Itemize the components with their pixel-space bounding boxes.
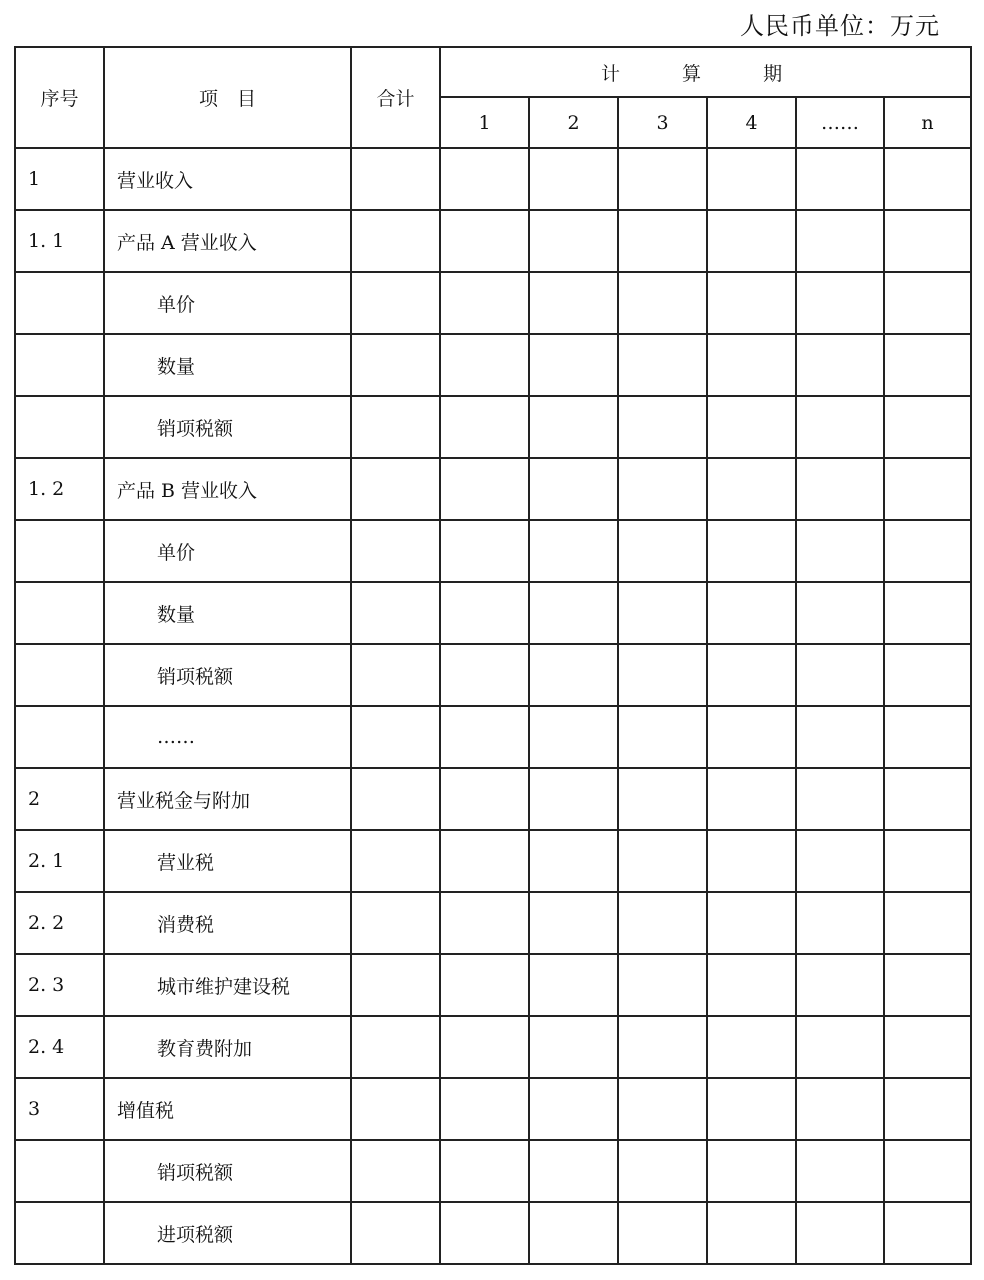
row-seq: 2. 2 xyxy=(15,892,104,954)
table-row xyxy=(15,706,971,768)
row-period-cell xyxy=(618,1202,707,1264)
table-row xyxy=(15,1078,971,1140)
row-period-cell xyxy=(884,272,971,334)
table-body xyxy=(15,148,971,1264)
row-period-cell xyxy=(884,954,971,1016)
row-period-cell xyxy=(884,892,971,954)
row-period-cell xyxy=(440,520,529,582)
row-period-cell xyxy=(796,520,884,582)
row-period-cell xyxy=(529,458,618,520)
row-item: 销项税额 xyxy=(104,644,351,706)
table-row xyxy=(15,458,971,520)
row-period-cell xyxy=(618,1140,707,1202)
table-row xyxy=(15,644,971,706)
row-period-cell xyxy=(796,1140,884,1202)
row-seq: 2. 1 xyxy=(15,830,104,892)
header-period: …… xyxy=(796,97,884,148)
row-seq: 1. 2 xyxy=(15,458,104,520)
row-period-cell xyxy=(884,520,971,582)
row-period-cell xyxy=(884,582,971,644)
row-period-cell xyxy=(618,954,707,1016)
table-row xyxy=(15,768,971,830)
header-period: 3 xyxy=(618,97,707,148)
table-row xyxy=(15,892,971,954)
row-item: 单价 xyxy=(104,272,351,334)
row-period-cell xyxy=(529,210,618,272)
row-period-cell xyxy=(440,644,529,706)
row-item: 营业收入 xyxy=(104,148,351,210)
row-period-cell xyxy=(440,830,529,892)
row-item: 营业税 xyxy=(104,830,351,892)
row-period-cell xyxy=(529,644,618,706)
row-seq: 2. 4 xyxy=(15,1016,104,1078)
row-period-cell xyxy=(440,458,529,520)
header-period: 1 xyxy=(440,97,529,148)
row-period-cell xyxy=(884,1202,971,1264)
header-period: n xyxy=(884,97,971,148)
row-item: 进项税额 xyxy=(104,1202,351,1264)
row-period-cell xyxy=(707,768,796,830)
row-period-cell xyxy=(440,768,529,830)
row-total-cell xyxy=(351,954,440,1016)
row-total-cell xyxy=(351,1140,440,1202)
row-period-cell xyxy=(707,706,796,768)
row-period-cell xyxy=(884,644,971,706)
row-period-cell xyxy=(440,396,529,458)
row-period-cell xyxy=(618,148,707,210)
row-period-cell xyxy=(796,954,884,1016)
header-period-group: 计 算 期 xyxy=(440,47,971,97)
row-period-cell xyxy=(529,892,618,954)
row-total-cell xyxy=(351,768,440,830)
header-item: 项 目 xyxy=(104,47,351,148)
row-period-cell xyxy=(796,892,884,954)
row-period-cell xyxy=(796,706,884,768)
row-seq xyxy=(15,1140,104,1202)
row-total-cell xyxy=(351,334,440,396)
table-row xyxy=(15,1202,971,1264)
row-period-cell xyxy=(707,644,796,706)
table-row xyxy=(15,396,971,458)
revenue-tax-table xyxy=(14,46,972,1265)
row-seq: 1 xyxy=(15,148,104,210)
row-period-cell xyxy=(618,396,707,458)
row-period-cell xyxy=(529,1140,618,1202)
row-total-cell xyxy=(351,210,440,272)
row-period-cell xyxy=(618,272,707,334)
row-period-cell xyxy=(529,520,618,582)
row-period-cell xyxy=(618,582,707,644)
row-period-cell xyxy=(529,830,618,892)
row-period-cell xyxy=(529,768,618,830)
row-seq xyxy=(15,334,104,396)
row-period-cell xyxy=(618,644,707,706)
row-period-cell xyxy=(884,458,971,520)
table-row xyxy=(15,582,971,644)
row-total-cell xyxy=(351,644,440,706)
row-period-cell xyxy=(796,644,884,706)
row-total-cell xyxy=(351,706,440,768)
row-period-cell xyxy=(884,148,971,210)
row-period-cell xyxy=(707,954,796,1016)
table-row xyxy=(15,334,971,396)
row-period-cell xyxy=(440,1140,529,1202)
row-period-cell xyxy=(440,706,529,768)
row-period-cell xyxy=(529,272,618,334)
row-period-cell xyxy=(618,458,707,520)
table-row xyxy=(15,210,971,272)
row-period-cell xyxy=(707,892,796,954)
row-total-cell xyxy=(351,396,440,458)
row-period-cell xyxy=(529,148,618,210)
row-period-cell xyxy=(796,458,884,520)
row-period-cell xyxy=(884,1078,971,1140)
row-period-cell xyxy=(529,1016,618,1078)
row-period-cell xyxy=(796,1202,884,1264)
header-seq: 序号 xyxy=(15,47,104,148)
row-total-cell xyxy=(351,582,440,644)
table-row xyxy=(15,830,971,892)
row-item: 数量 xyxy=(104,334,351,396)
row-seq xyxy=(15,1202,104,1264)
row-period-cell xyxy=(529,954,618,1016)
row-period-cell xyxy=(618,892,707,954)
row-seq xyxy=(15,396,104,458)
row-period-cell xyxy=(440,334,529,396)
row-period-cell xyxy=(884,1016,971,1078)
row-period-cell xyxy=(529,582,618,644)
row-period-cell xyxy=(707,458,796,520)
row-period-cell xyxy=(440,1078,529,1140)
row-total-cell xyxy=(351,272,440,334)
row-period-cell xyxy=(796,272,884,334)
row-total-cell xyxy=(351,458,440,520)
row-item: 营业税金与附加 xyxy=(104,768,351,830)
row-period-cell xyxy=(707,830,796,892)
row-total-cell xyxy=(351,148,440,210)
row-item: …… xyxy=(104,706,351,768)
row-period-cell xyxy=(440,954,529,1016)
row-item: 增值税 xyxy=(104,1078,351,1140)
row-item: 销项税额 xyxy=(104,396,351,458)
table-row xyxy=(15,272,971,334)
row-period-cell xyxy=(618,768,707,830)
table-row xyxy=(15,954,971,1016)
row-period-cell xyxy=(618,210,707,272)
row-period-cell xyxy=(796,768,884,830)
row-period-cell xyxy=(529,396,618,458)
header-total: 合计 xyxy=(351,47,440,148)
table-row xyxy=(15,520,971,582)
row-period-cell xyxy=(796,148,884,210)
row-period-cell xyxy=(796,210,884,272)
table-row xyxy=(15,148,971,210)
row-seq xyxy=(15,520,104,582)
row-period-cell xyxy=(440,210,529,272)
row-period-cell xyxy=(440,148,529,210)
table-row xyxy=(15,1140,971,1202)
row-period-cell xyxy=(618,706,707,768)
row-period-cell xyxy=(884,830,971,892)
header-period: 2 xyxy=(529,97,618,148)
row-period-cell xyxy=(707,272,796,334)
header-period: 4 xyxy=(707,97,796,148)
row-period-cell xyxy=(618,1078,707,1140)
row-period-cell xyxy=(529,706,618,768)
row-period-cell xyxy=(796,396,884,458)
row-period-cell xyxy=(796,1078,884,1140)
row-period-cell xyxy=(618,520,707,582)
row-item: 销项税额 xyxy=(104,1140,351,1202)
row-period-cell xyxy=(884,334,971,396)
row-period-cell xyxy=(529,334,618,396)
row-period-cell xyxy=(707,520,796,582)
row-period-cell xyxy=(884,210,971,272)
row-total-cell xyxy=(351,830,440,892)
row-item: 产品 A 营业收入 xyxy=(104,210,351,272)
row-total-cell xyxy=(351,1078,440,1140)
row-period-cell xyxy=(884,706,971,768)
row-period-cell xyxy=(707,210,796,272)
row-period-cell xyxy=(796,582,884,644)
row-total-cell xyxy=(351,1016,440,1078)
row-period-cell xyxy=(707,582,796,644)
table-row xyxy=(15,1016,971,1078)
row-total-cell xyxy=(351,520,440,582)
row-seq xyxy=(15,644,104,706)
row-item: 数量 xyxy=(104,582,351,644)
row-seq xyxy=(15,272,104,334)
row-period-cell xyxy=(618,1016,707,1078)
row-seq xyxy=(15,706,104,768)
row-period-cell xyxy=(796,1016,884,1078)
row-item: 产品 B 营业收入 xyxy=(104,458,351,520)
row-period-cell xyxy=(529,1078,618,1140)
row-seq: 3 xyxy=(15,1078,104,1140)
row-seq: 1. 1 xyxy=(15,210,104,272)
row-period-cell xyxy=(707,334,796,396)
row-period-cell xyxy=(440,582,529,644)
row-period-cell xyxy=(440,272,529,334)
row-period-cell xyxy=(884,768,971,830)
row-period-cell xyxy=(796,830,884,892)
unit-note: 人民币单位：万元 xyxy=(740,12,940,40)
row-period-cell xyxy=(529,1202,618,1264)
row-period-cell xyxy=(707,396,796,458)
row-period-cell xyxy=(707,148,796,210)
row-item: 消费税 xyxy=(104,892,351,954)
row-period-cell xyxy=(618,830,707,892)
row-item: 城市维护建设税 xyxy=(104,954,351,1016)
row-period-cell xyxy=(796,334,884,396)
row-period-cell xyxy=(707,1140,796,1202)
row-item: 教育费附加 xyxy=(104,1016,351,1078)
row-period-cell xyxy=(884,1140,971,1202)
row-period-cell xyxy=(707,1202,796,1264)
row-period-cell xyxy=(440,892,529,954)
row-period-cell xyxy=(707,1016,796,1078)
row-period-cell xyxy=(440,1202,529,1264)
row-seq: 2 xyxy=(15,768,104,830)
row-total-cell xyxy=(351,892,440,954)
row-period-cell xyxy=(440,1016,529,1078)
row-period-cell xyxy=(707,1078,796,1140)
row-period-cell xyxy=(618,334,707,396)
row-period-cell xyxy=(884,396,971,458)
row-total-cell xyxy=(351,1202,440,1264)
row-seq xyxy=(15,582,104,644)
row-seq: 2. 3 xyxy=(15,954,104,1016)
row-item: 单价 xyxy=(104,520,351,582)
